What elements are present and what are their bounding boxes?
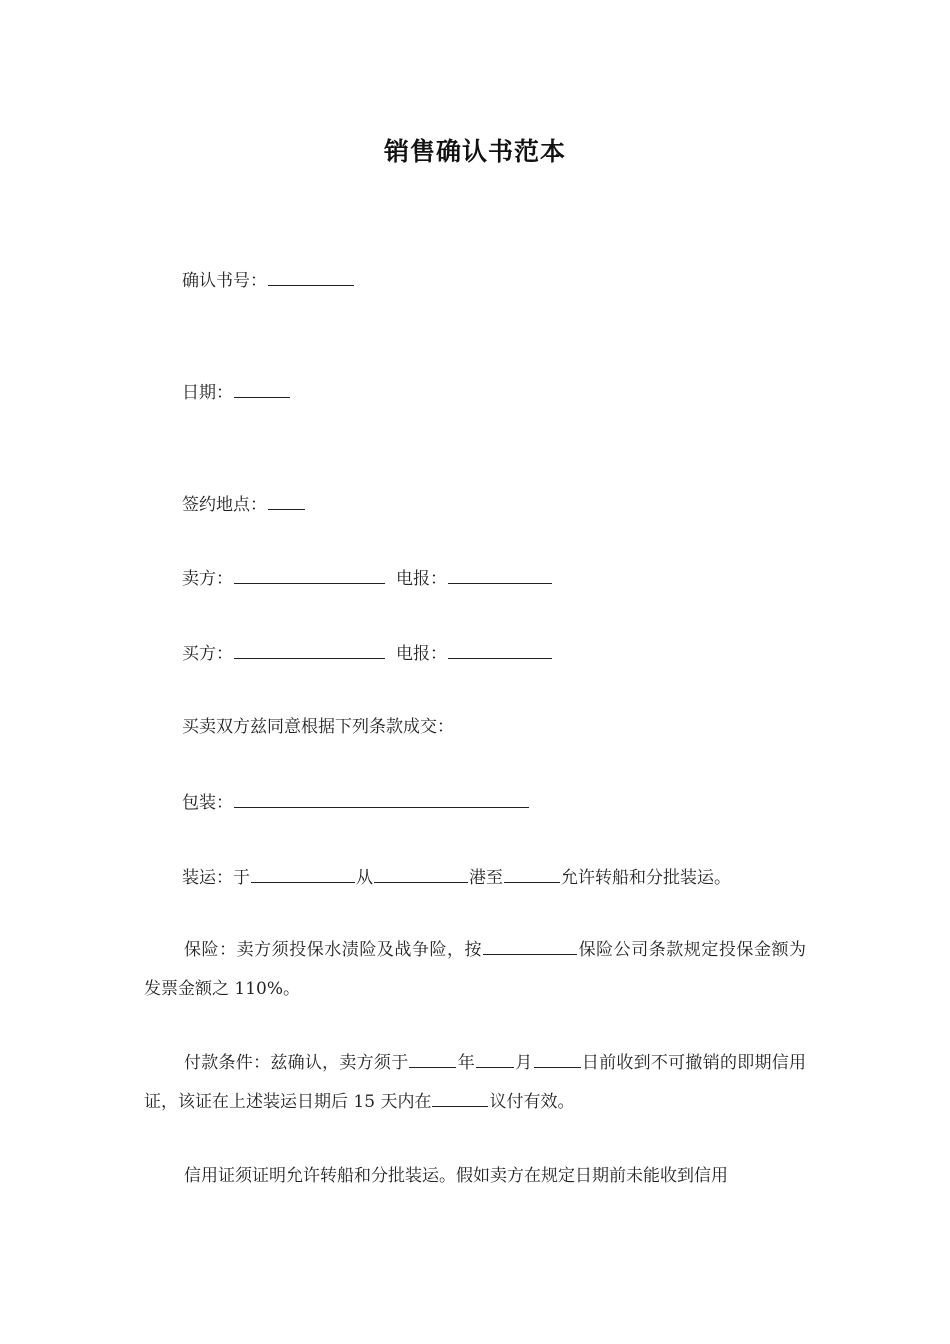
insurance-head-text: 保险：卖方须投保水渍险及战争险，按 bbox=[184, 940, 483, 960]
buyer-blank[interactable] bbox=[234, 641, 385, 659]
agreement-line: 买卖双方兹同意根据下列条款成交： bbox=[182, 717, 454, 737]
credit-paragraph: 信用证须证明允许转船和分批装运。假如卖方在规定日期前未能收到信用 bbox=[184, 1166, 728, 1186]
shipment-from-text: 从 bbox=[356, 868, 373, 888]
payment-year-text: 年 bbox=[457, 1053, 476, 1073]
payment-day-blank[interactable] bbox=[534, 1050, 581, 1068]
confirmation-number-blank[interactable] bbox=[268, 268, 354, 286]
insurance-paragraph bbox=[144, 931, 806, 1009]
confirmation-number-label: 确认书号： bbox=[182, 271, 267, 291]
seller-line bbox=[182, 566, 553, 591]
shipment-tail-text: 允许转船和分批装运。 bbox=[561, 868, 731, 888]
date-label: 日期： bbox=[182, 383, 233, 403]
shipment-date-blank[interactable] bbox=[251, 865, 355, 883]
place-line bbox=[182, 492, 306, 517]
packing-label: 包装： bbox=[182, 793, 233, 813]
seller-telegram-blank[interactable] bbox=[448, 566, 552, 584]
buyer-telegram-label: 电报： bbox=[396, 644, 447, 664]
insurance-company-blank[interactable] bbox=[483, 937, 577, 955]
payment-paragraph bbox=[144, 1044, 806, 1122]
payment-month-text: 月 bbox=[515, 1053, 533, 1073]
insurance-tail-text: 保险公司条款规定投保金额为发票金额之 110%。 bbox=[144, 940, 807, 999]
payment-place-blank[interactable] bbox=[432, 1089, 488, 1107]
place-label: 签约地点： bbox=[182, 495, 267, 515]
seller-telegram-label: 电报： bbox=[396, 569, 447, 589]
payment-mid-text: 日前收到不可撤销的即期信用证，该证在上述装运日期后 15 天内在 bbox=[144, 1053, 807, 1112]
seller-blank[interactable] bbox=[234, 566, 385, 584]
shipment-line bbox=[182, 865, 731, 890]
payment-tail-text: 议付有效。 bbox=[489, 1092, 575, 1112]
packing-line bbox=[182, 790, 530, 815]
payment-month-blank[interactable] bbox=[476, 1050, 514, 1068]
seller-label: 卖方： bbox=[182, 569, 233, 589]
buyer-telegram-blank[interactable] bbox=[448, 641, 552, 659]
shipment-port-to-text: 港至 bbox=[469, 868, 503, 888]
shipment-destination-blank[interactable] bbox=[504, 865, 560, 883]
packing-blank[interactable] bbox=[234, 790, 529, 808]
date-blank[interactable] bbox=[234, 380, 290, 398]
shipment-label: 装运：于 bbox=[182, 868, 250, 888]
buyer-line bbox=[182, 641, 553, 666]
shipment-from-port-blank[interactable] bbox=[374, 865, 468, 883]
buyer-label: 买方： bbox=[182, 644, 233, 664]
payment-head-text: 付款条件：兹确认，卖方须于 bbox=[184, 1053, 409, 1073]
place-blank[interactable] bbox=[268, 492, 305, 510]
date-line bbox=[182, 380, 291, 405]
payment-year-blank[interactable] bbox=[409, 1050, 456, 1068]
document-title: 销售确认书范本 bbox=[383, 137, 566, 166]
confirmation-number-line bbox=[182, 268, 355, 293]
